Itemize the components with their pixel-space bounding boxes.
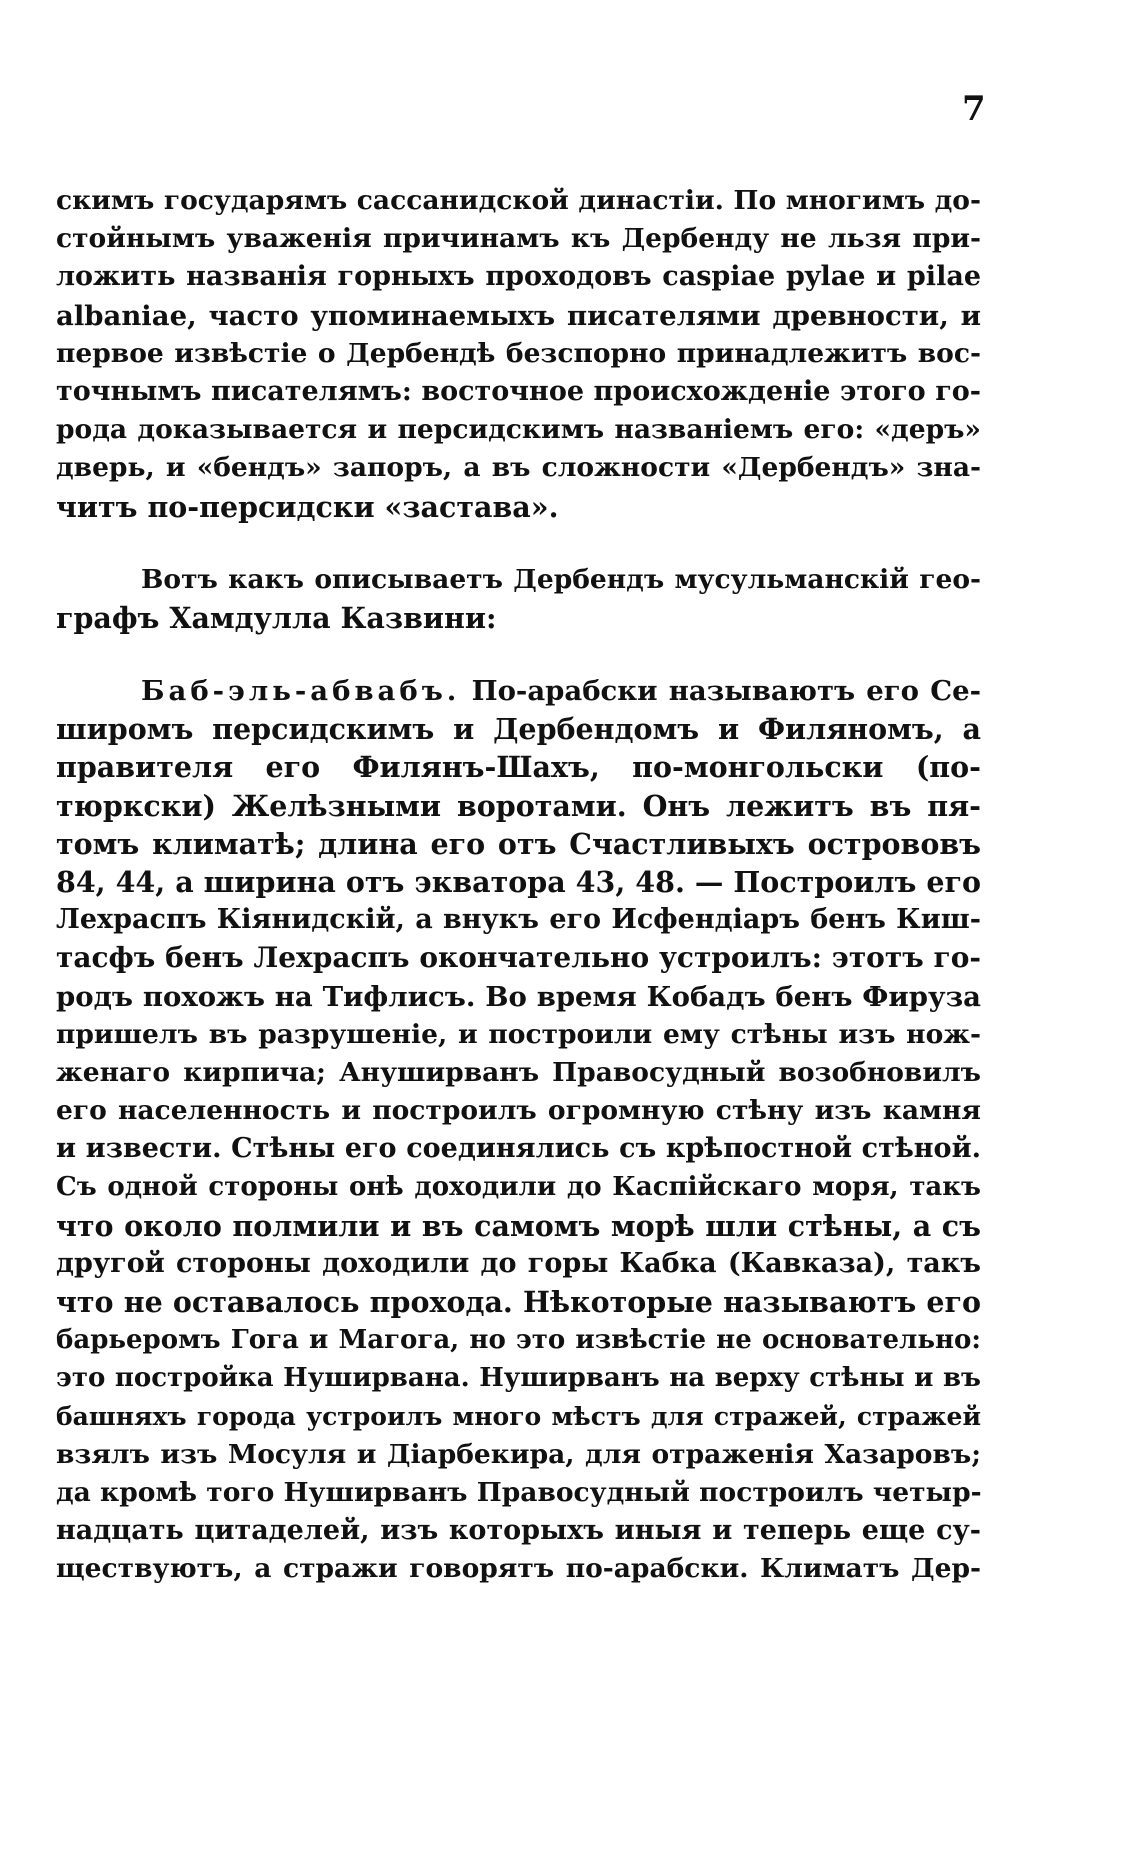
text-line: рода доказывается и персидскимъ названіемъ его: «деръ»	[56, 414, 981, 446]
paragraph-2	[56, 561, 981, 637]
text-line: томъ климатѣ; длина его отъ Счастливыхъ острововъ	[56, 826, 981, 861]
paragraph-1	[56, 182, 981, 526]
text-line: надцать цитаделей, изъ которыхъ иныя и теперь еще су-	[56, 1515, 981, 1547]
text-line: пришелъ въ разрушеніе, и построили ему стѣны изъ нож-	[56, 1018, 981, 1050]
text-line: это постройка Нуширвана. Нуширванъ на верху стѣны и въ	[56, 1363, 981, 1394]
page-number: 7	[962, 89, 986, 129]
text-line: ложить названія горныхъ проходовъ caspiae pylae и pilae	[56, 261, 981, 293]
text-line: да кромѣ того Нуширванъ Правосудный построилъ четыр-	[56, 1476, 982, 1508]
spaced-heading-word: Баб-эль-абвабъ.	[141, 675, 461, 707]
text-line: Лехраспъ Кіянидскій, а внукъ его Исфендіаръ бенъ Киш-	[56, 904, 981, 936]
text-line: и извести. Стѣны его соединялись съ крѣпостной стѣной.	[56, 1133, 981, 1165]
text-line: Вотъ какъ описываетъ Дербендъ мусульманскій гео-	[141, 564, 981, 595]
text-line: тюркски) Желѣзными воротами. Онъ лежитъ въ пя-	[56, 788, 981, 823]
text-line: башняхъ города устроилъ много мѣстъ для стражей, стражей	[56, 1401, 981, 1431]
text-line: его населенность и построилъ огромную стѣну изъ камня	[56, 1095, 981, 1127]
text-fragment: По-арабски называютъ его Се-	[460, 675, 981, 707]
text-line: albaniae, часто упоминаемыхъ писателями древности, и	[56, 299, 981, 332]
text-line: что около полмили и въ самомъ морѣ шли стѣны, а съ	[56, 1208, 981, 1243]
text-line: широмъ персидскимъ и Дербендомъ и Филяномъ, а	[56, 712, 981, 747]
text-line: родъ похожъ на Тифлисъ. Во время Кобадъ бенъ Фируза	[56, 980, 981, 1013]
text-line-first	[56, 672, 981, 710]
text-line: скимъ государямъ сассанидской династіи. По многимъ до-	[56, 185, 981, 216]
paragraph-3	[56, 672, 981, 1589]
text-line: барьеромъ Гога и Магога, но это извѣстіе не основательно:	[56, 1325, 981, 1356]
text-line: тасфъ бенъ Лехраспъ окончательно устроилъ: этотъ го-	[56, 941, 981, 975]
text-line: что не оставалось прохода. Нѣкоторые называютъ его	[56, 1285, 981, 1319]
text-line: дверь, и «бендъ» запоръ, а въ сложности «Дербендъ» зна-	[56, 452, 981, 484]
text-line: правителя его Филянъ-Шахъ, по-монгольски (по-	[56, 750, 981, 785]
text-line: первое извѣстіе о Дербендѣ безспорно принадлежитъ вос-	[56, 337, 981, 369]
text-line: ществуютъ, а стражи говорятъ по-арабски. Климатъ Дер-	[56, 1553, 981, 1585]
text-line: 84, 44, а ширина отъ экватора 43, 48. — Построилъ его	[56, 864, 981, 899]
text-line: читъ по-персидски «застава».	[56, 489, 559, 524]
text-line: женаго кирпича; Ануширванъ Правосудный возобновилъ	[56, 1056, 981, 1088]
text-line: точнымъ писателямъ: восточное происхожденіе этого го-	[56, 375, 981, 407]
text-line: другой стороны доходили до горы Кабка (Кавказа), такъ	[56, 1247, 981, 1279]
text-line: взялъ изъ Мосуля и Діарбекира, для отраженія Хазаровъ;	[56, 1438, 981, 1470]
text-line: графъ Хамдулла Казвини:	[56, 601, 497, 636]
text-line: стойнымъ уваженія причинамъ къ Дербенду не льзя при-	[56, 223, 981, 255]
text-line: Съ одной стороны онѣ доходили до Каспійскаго моря, такъ	[56, 1172, 981, 1203]
